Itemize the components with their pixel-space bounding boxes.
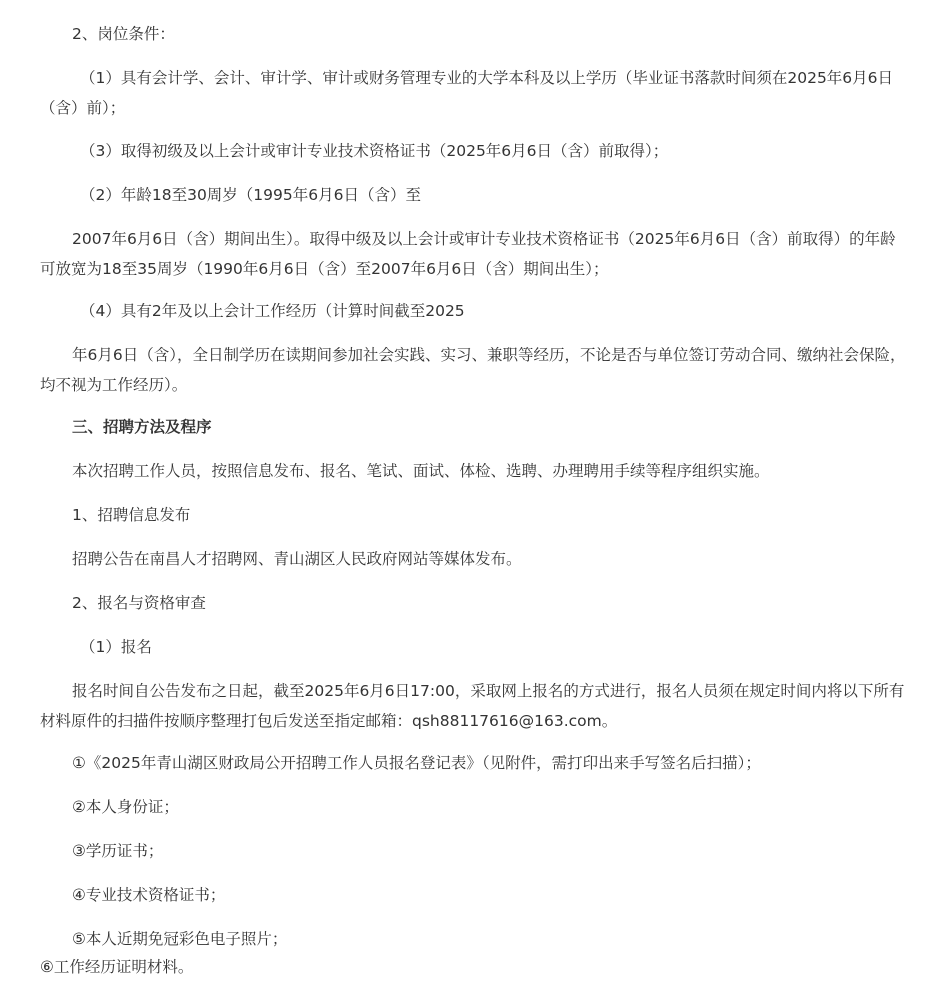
paragraph-condition-certificate: （3）取得初级及以上会计或审计专业技术资格证书（2025年6月6日（含）前取得）； [80,142,669,160]
subheading-registration-review: 2、报名与资格审查 [72,594,206,612]
paragraph-condition-experience-continued: 年6月6日（含），全日制学历在读期间参加社会实践、实习、兼职等经历，不论是否与单位签订劳动合同、缴纳社会保险，均不视为工作经历）。 [40,346,906,394]
paragraph-condition-age: （2）年龄18至30周岁（1995年6月6日（含）至 [80,186,421,204]
list-item-registration-form: ①《2025年青山湖区财政局公开招聘工作人员报名登记表》（见附件，需打印出来手写签名后扫描）； [72,754,761,772]
list-item-education-certificate: ③学历证书； [72,842,164,860]
subheading-info-release: 1、招聘信息发布 [72,506,191,524]
paragraph-condition-age-continued: 2007年6月6日（含）期间出生）。取得中级及以上会计或审计专业技术资格证书（2025年6月6日（含）前取得）的年龄可放宽为18至35周岁（1990年6月6日（含）至2007年6月6日（含）期间出生）； [40,230,896,278]
section-heading-recruitment-method: 三、招聘方法及程序 [72,418,212,436]
paragraph-recruitment-procedure: 本次招聘工作人员，按照信息发布、报名、笔试、面试、体检、选聘、办理聘用手续等程序组织实施。 [72,462,770,480]
paragraph-position-conditions: 2、岗位条件： [72,25,175,43]
paragraph-registration-details: 报名时间自公告发布之日起，截至2025年6月6日17:00，采取网上报名的方式进行，报名人员须在规定时间内将以下所有材料原件的扫描件按顺序整理打包后发送至指定邮箱：qsh88117616@163.com。 [40,682,905,730]
list-item-id-card: ②本人身份证； [72,798,179,816]
subheading-registration: （1）报名 [80,638,152,656]
list-item-work-experience-proof: ⑥工作经历证明材料。 [40,958,194,976]
paragraph-condition-education: （1）具有会计学、会计、审计学、审计或财务管理专业的大学本科及以上学历（毕业证书落款时间须在2025年6月6日（含）前）； [40,69,894,117]
list-item-photo: ⑤本人近期免冠彩色电子照片； [72,930,288,948]
paragraph-info-release: 招聘公告在南昌人才招聘网、青山湖区人民政府网站等媒体发布。 [72,550,522,568]
paragraph-condition-experience: （4）具有2年及以上会计工作经历（计算时间截至2025 [80,302,465,320]
list-item-professional-certificate: ④专业技术资格证书； [72,886,226,904]
